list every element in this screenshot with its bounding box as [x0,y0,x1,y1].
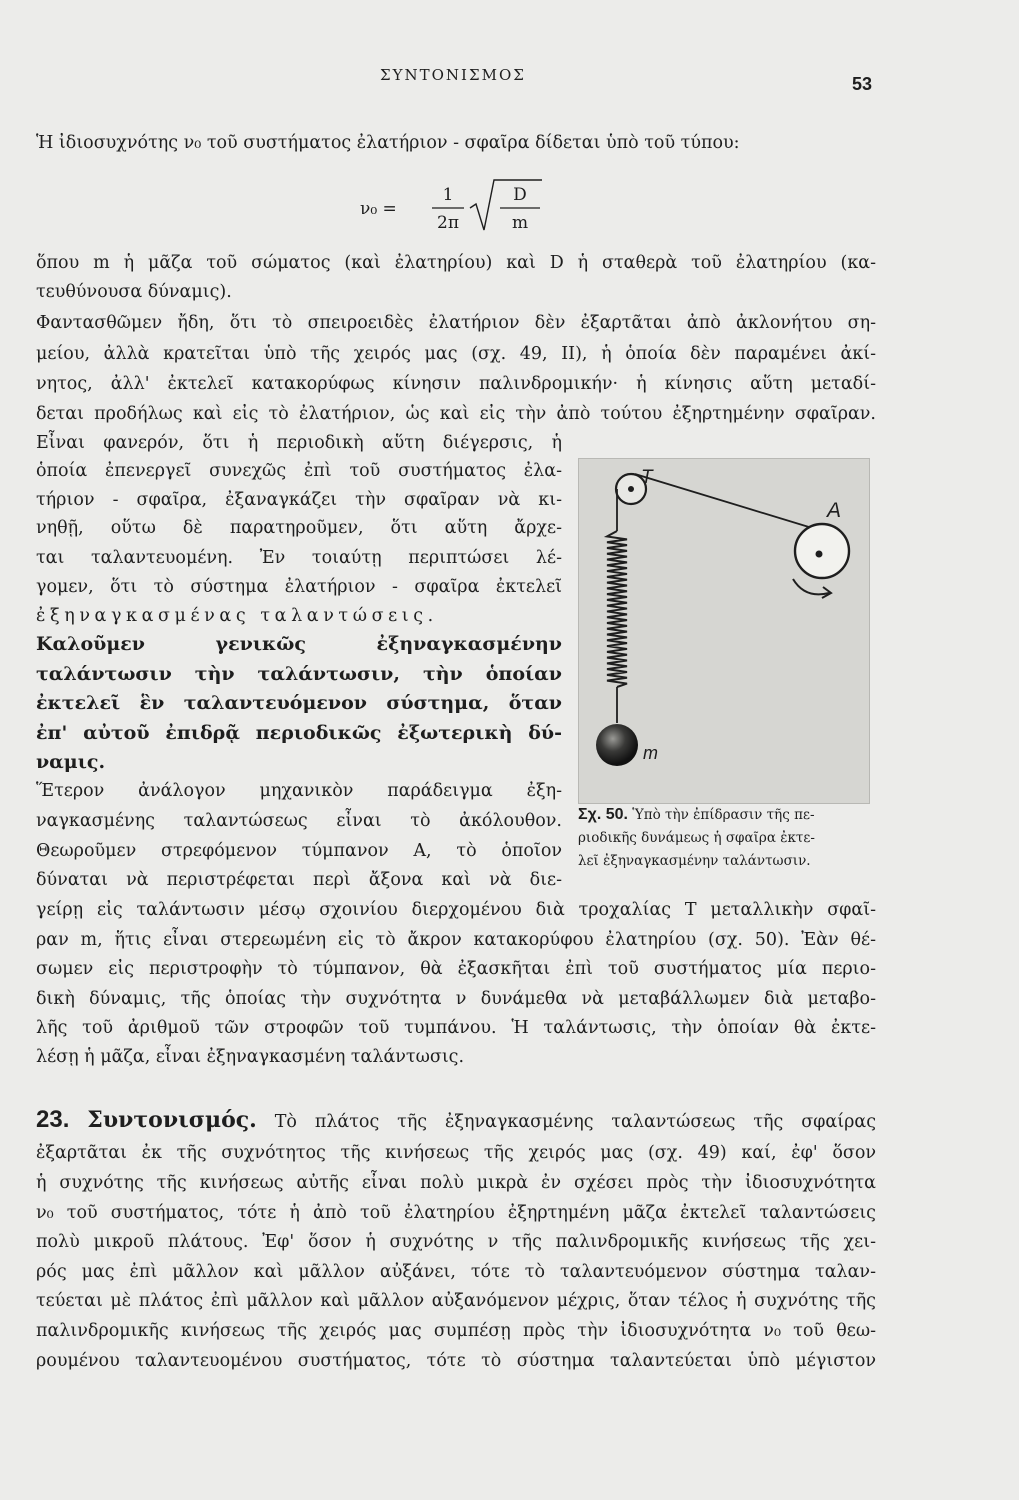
text-line: ναγκασμένης ταλαντώσεως εἶναι τὸ ἀκόλουθον. [36,811,562,831]
natural-frequency-formula [360,178,580,243]
text-line: τευθύνουσα δύναμις). [36,282,232,302]
string [635,474,822,531]
definition-line: ναμις. [36,751,106,773]
figure-caption [578,806,878,824]
text-line: ρουμένου ταλαντευομένου συστήματος, τότε τὸ σύστημα ταλαντεύεται ὑπὸ μέγιστον [36,1351,876,1371]
text-line: Θεωροῦμεν στρεφόμενον τύμπανον Α, τὸ ὁποῖον [36,841,562,861]
text-line: Φαντασθῶμεν ἤδη, ὅτι τὸ σπειροειδὲς ἐλατήριον δὲν ἐξαρτᾶται ἀπὸ ἀκλονήτου ση- [36,313,876,333]
forced-oscillation-illustration [579,459,869,803]
text-line: νητος, ἀλλ' ἐκτελεῖ κατακορύφως κίνησιν παλινδρομικήν· ἡ κίνησις αὕτη μεταδί- [36,374,876,394]
label-pulley-T: T [641,467,653,488]
formula-lhs: ν₀ = [360,199,397,219]
definition-line: Καλοῦμεν γενικῶς ἐξηναγκασμένην [36,633,562,655]
text-line: λέσῃ ἡ μᾶζα, εἶναι ἐξηναγκασμένη ταλάντωσις. [36,1047,465,1067]
section-title: Συντονισμός. [87,1107,257,1133]
text-line: μείου, ἀλλὰ κρατεῖται ὑπὸ τῆς χειρός μας (σχ. 49, II), ἡ ὁποία δὲν παραμένει ἀκί- [36,344,876,364]
text-line: ται ταλαντευομένη. Ἐν τοιαύτῃ περιπτώσει λέ- [36,548,562,568]
text-line: ἡ συχνότης τῆς κινήσεως αὐτῆς εἶναι πολὺ μικρὰ ἐν σχέσει πρὸς τὴν ἰδιοσυχνότητα [36,1173,876,1193]
text-line: γομεν, ὅτι τὸ σύστημα ἐλατήριον - σφαῖρα ἐκτελεῖ [36,577,562,597]
section-heading-line [36,1106,876,1136]
section-number: 23. [36,1106,70,1133]
text-line: Εἶναι φανερόν, ὅτι ἡ περιοδικὴ αὕτη διέγερσις, ἡ [36,433,562,453]
text-line: δεται προδήλως καὶ εἰς τὸ ἐλατήριον, ὡς καὶ εἰς τὴν ἀπὸ τούτου ἐξηρτημένην σφαῖραν. [36,404,876,424]
text-line: ὁποία ἐπενεργεῖ συνεχῶς ἐπὶ τοῦ συστήματος ἐλα- [36,461,562,481]
caption-number: Σχ. 50. [578,806,628,823]
label-mass-m: m [643,743,658,763]
text-line: λῆς τοῦ ἀριθμοῦ τῶν στροφῶν τοῦ τυμπάνου. Ἡ ταλάντωσις, τὴν ὁποίαν θὰ ἐκτε- [36,1018,876,1038]
caption-line: ριοδικῆς δυνάμεως ἡ σφαῖρα ἐκτε- [578,830,815,846]
definition-line: ἐπ' αὐτοῦ ἐπιδρᾷ περιοδικῶς ἐξωτερικὴ δύ- [36,722,562,744]
intro-line: Ἡ ἰδιοσυχνότης ν₀ τοῦ συστήματος ἐλατήριον - σφαῖρα δίδεται ὑπὸ τοῦ τύπου: [36,133,740,153]
formula-numerator: 1 [442,185,454,205]
text-line: ἐξαρτᾶται ἐκ τῆς συχνότητος τῆς κινήσεως τῆς χειρός μας (σχ. 49) καί, ἐφ' ὅσον [36,1143,876,1163]
text-line: σωμεν εἰς περιστροφὴν τὸ τύμπανον, θὰ ἐξασκῆται ἐπὶ τοῦ συστήματος μία περιο- [36,959,876,979]
definition-line: ἐκτελεῖ ἓν ταλαντευόμενον σύστημα, ὅταν [36,692,562,714]
caption-line: Ὑπὸ τὴν ἐπίδρασιν τῆς πε- [632,807,815,823]
emphasized-term: ἐξηναγκασμένας ταλαντώσεις. [36,606,438,626]
label-drum-A: A [827,499,842,522]
text-line: ραν m, ἥτις εἶναι στερεωμένη εἰς τὸ ἄκρον κατακορύφου ἐλατηρίου (σχ. 50). Ἐὰν θέ- [36,930,876,950]
formula-root-denominator: m [511,213,529,233]
caption-line: λεῖ ἐξηναγκασμένην ταλάντωσιν. [578,853,811,869]
text-line: τήριον - σφαῖρα, ἐξαναγκάζει τὴν σφαῖραν νὰ κι- [36,490,562,510]
text-line: Ἕτερον ἀνάλογον μηχανικὸν παράδειγμα ἐξη- [36,781,562,801]
text-line: δικὴ δύναμις, τῆς ὁποίας τὴν συχνότητα ν δυνάμεθα νὰ μεταβάλλωμεν διὰ μεταβο- [36,989,876,1009]
metal-ball [596,724,638,766]
text-line: τεύεται μὲ πλάτος ἐπὶ μᾶλλον καὶ μᾶλλον αὐξανόμενον μέχρις, ὅταν τέλος ἡ συχνότης τῆς [36,1291,876,1311]
text-line: πολὺ μικροῦ πλάτους. Ἐφ' ὅσον ἡ συχνότης ν τῆς παλινδρομικῆς κινήσεως τῆς χει- [36,1232,876,1252]
formula-denominator: 2π [437,213,459,233]
square-root-sign [470,180,542,230]
page-number: 53 [852,74,873,94]
definition-line: ταλάντωσιν τὴν ταλάντωσιν, τὴν ὁποίαν [36,663,562,685]
text-line: νηθῇ, οὕτω δὲ παρατηροῦμεν, ὅτι αὕτη ἄρχε- [36,518,562,538]
text-line: ρός μας ἐπὶ μᾶλλον καὶ μᾶλλον αὐξάνει, τότε τὸ ταλαντευόμενον σύστημα ταλαν- [36,1262,876,1282]
running-title: ΣΥΝΤΟΝΙΣΜΟΣ [380,66,526,84]
drum [795,524,849,578]
section-first-line: Τὸ πλάτος τῆς ἐξηναγκασμένης ταλαντώσεως τῆς σφαίρας [274,1112,876,1132]
formula-root-numerator: D [513,185,527,205]
text-line: γείρῃ εἰς ταλάντωσιν μέσῳ σχοινίου διερχομένου διὰ τροχαλίας Τ μεταλλικὴν σφαῖ- [36,900,876,920]
text-line: ὅπου m ἡ μᾶζα τοῦ σώματος (καὶ ἐλατηρίου) καὶ D ἡ σταθερὰ τοῦ ἐλατηρίου (κα- [36,253,876,273]
text-line: παλινδρομικῆς κινήσεως τῆς χειρός μας συμπέσῃ πρὸς τὴν ἰδιοσυχνότητα ν₀ τοῦ θεω- [36,1321,876,1341]
text-line: δύναται νὰ περιστρέφεται περὶ ἄξονα καὶ νὰ διε- [36,870,562,890]
text-line: ν₀ τοῦ συστήματος, τότε ἡ ἀπὸ τοῦ ἐλατηρίου ἐξηρτημένη μᾶζα ἐκτελεῖ ταλαντώσεις [36,1203,876,1223]
spring [607,531,627,687]
figure-50 [578,458,870,804]
